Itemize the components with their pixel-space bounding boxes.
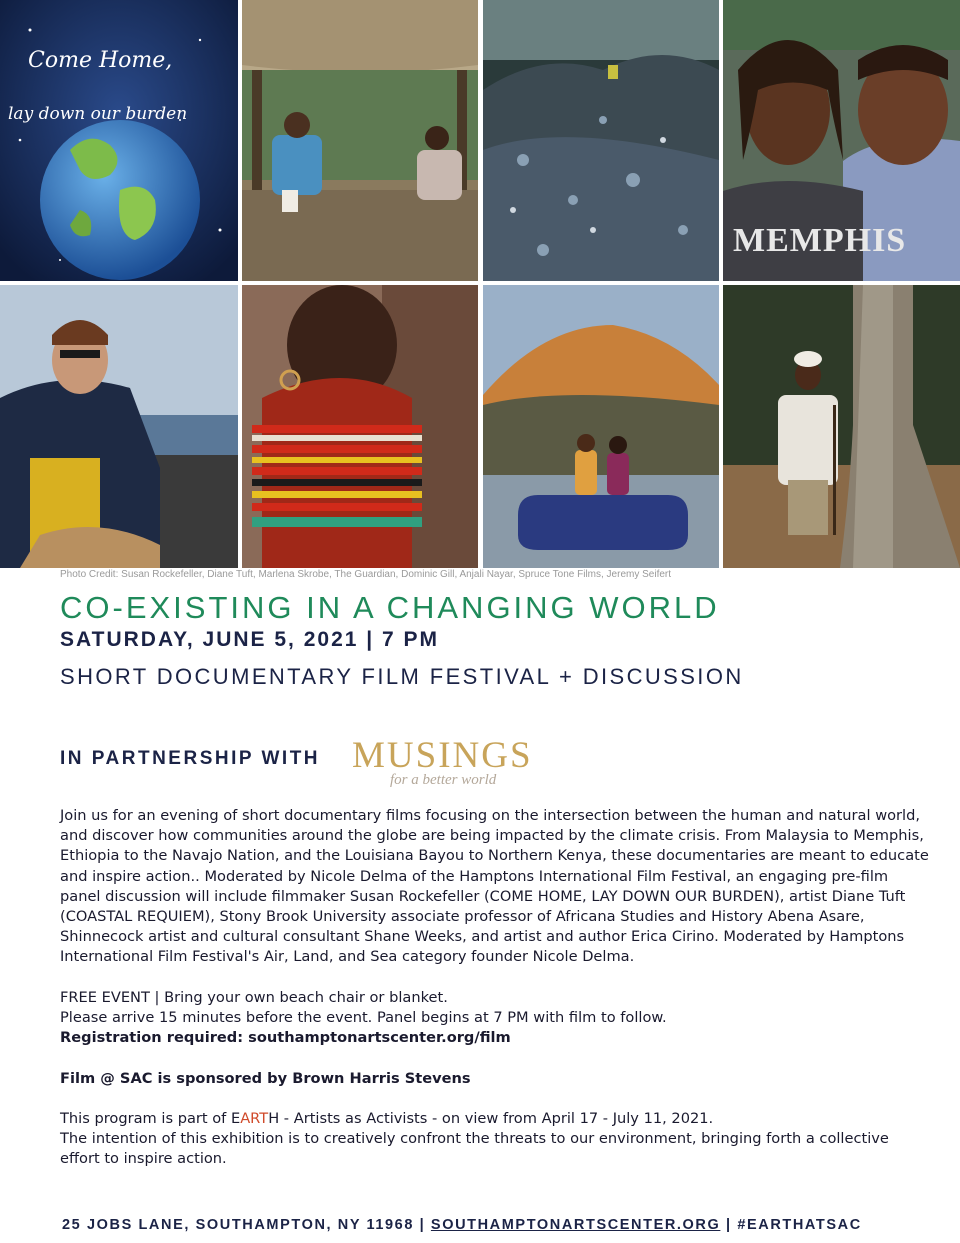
program-line	[60, 1109, 930, 1129]
photo-grid	[0, 0, 960, 568]
musings-tagline: for a better world	[390, 772, 497, 788]
footer-website-link[interactable]: SOUTHAMPTONARTSCENTER.ORG	[430, 1217, 721, 1233]
free-event-line: FREE EVENT | Bring your own beach chair or blanket.	[60, 988, 448, 1006]
footer-hashtag: #EARTHATSAC	[737, 1217, 862, 1233]
footer-separator: |	[720, 1217, 738, 1233]
photo-beaded-necklace-woman	[242, 285, 478, 568]
photo-come-home-painting	[0, 0, 238, 281]
intention-line: The intention of this exhibition is to creatively confront the threats to our environment, bringing forth a collective effort to inspire action.	[60, 1130, 889, 1168]
photo-thatched-hut	[242, 0, 478, 281]
photo-elder-under-tree	[723, 285, 960, 568]
sponsor-line: Film @ SAC is sponsored by Brown Harris Stevens	[60, 1069, 471, 1087]
event-subtitle: SHORT DOCUMENTARY FILM FESTIVAL + DISCUSSION	[60, 664, 744, 689]
painting-title-line2: lay down our burden	[8, 104, 188, 124]
partnership-label: IN PARTNERSHIP WITH	[60, 748, 321, 769]
musings-logo	[352, 734, 572, 794]
earth-h: H	[268, 1110, 280, 1127]
registration-line[interactable]: Registration required: southamptonartscenter.org/film	[60, 1029, 511, 1047]
painting-title-line1: Come Home,	[28, 48, 173, 73]
footer	[62, 1217, 862, 1233]
program-suffix: - Artists as Activists - on view from April 17 - July 11, 2021.	[279, 1110, 714, 1127]
earth-art: ART	[240, 1110, 269, 1127]
footer-address: 25 JOBS LANE, SOUTHAMPTON, NY 11968 |	[62, 1217, 431, 1233]
program-prefix: This program is part of	[60, 1110, 231, 1127]
photo-river-raft	[483, 285, 719, 568]
photo-memphis-women	[723, 0, 960, 281]
musings-name: MUSINGS	[352, 735, 533, 776]
arrival-line: Please arrive 15 minutes before the event. Panel begins at 7 PM with film to follow.	[60, 1009, 667, 1027]
memphis-shirt-text: MEMPHIS	[733, 222, 907, 259]
event-date: SATURDAY, JUNE 5, 2021 | 7 PM	[60, 628, 439, 651]
event-body	[60, 806, 930, 1170]
event-description: Join us for an evening of short documentary films focusing on the intersection between the human and natural world, and discover how communities around the globe are being impacted by the climate crisis. From Malaysia to Memphis, Ethiopia to the Navajo Nation, and the Louisiana Bayou to Northern Kenya, these documentaries are meant to educate and inspire action.. Moderated by Nicole Delma of the Hamptons International Film Festival, an engaging pre-film panel discussion will include filmmaker Susan Rockefeller (COME HOME, LAY DOWN OUR BURDEN), artist Diane Tuft (COASTAL REQUIEM), Stony Brook University associate professor of Africana Studies and History Abena Asare, Shinnecock artist and cultural consultant Shane Weeks, and artist and author Erica Cirino. Moderated by Hamptons International Film Festival's Air, Land, and Sea category founder Nicole Delma.	[60, 807, 929, 966]
photo-credit: Photo Credit: Susan Rockefeller, Diane Tuft, Marlena Skrobe, The Guardian, Dominic Gill, Anjali Nayar, Spruce Tone Films, Jeremy Seifert	[60, 569, 672, 580]
photo-plastic-waste	[483, 0, 719, 281]
earth-e: E	[230, 1110, 241, 1127]
photo-man-on-boat	[0, 285, 238, 568]
event-title: CO-EXISTING IN A CHANGING WORLD	[60, 590, 720, 625]
